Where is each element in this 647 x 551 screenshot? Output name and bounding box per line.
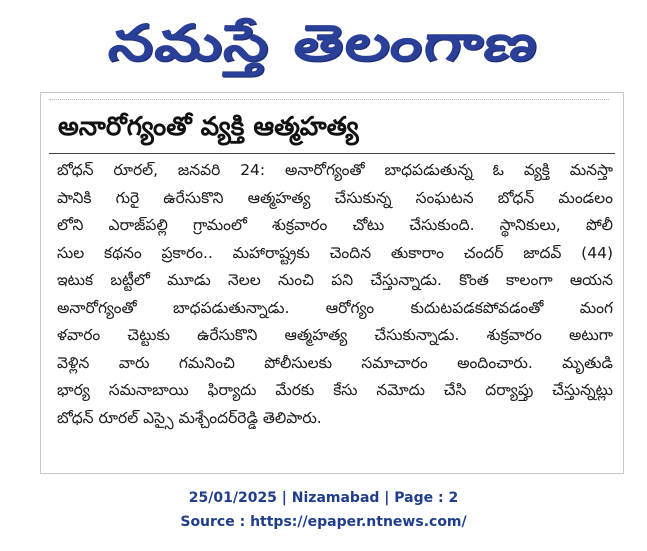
masthead-logo-text: నమస్తే తెలంగాణ [104, 14, 543, 72]
source-info: Source : https://epaper.ntnews.com/ [180, 514, 467, 530]
clipping-footer [0, 486, 647, 534]
article-line-last: బోధన్ రూరల్ ఎస్సై మశ్చేందర్‌రెడ్డి తెలిపారు. [57, 408, 322, 427]
article-line: పానికి గురై ఉరేసుకొని ఆత్మహత్య చేసుకున్న సంఘటన బోధన్ మండలం [57, 188, 613, 207]
headline-divider [49, 153, 615, 154]
edition-info: 25/01/2025 | Nizamabad | Page : 2 [188, 490, 459, 506]
article-body [57, 157, 613, 467]
article-line: వెళ్లిన వారు గమనించి పోలీసులకు సమాచారం అందించారు. మృతుడి [57, 353, 613, 372]
top-dotted-rule [49, 99, 609, 101]
article-line: అనారోగ్యంతో బాధపడుతున్నాడు. ఆరోగ్యం కుదుటపడకపోవడంతో మంగ [57, 298, 613, 317]
news-clipping [40, 92, 624, 474]
article-line: సుల కథనం ప్రకారం.. మహారాష్ట్రకు చెందిన తుకారాం చందర్ జాదవ్ (44) [57, 243, 613, 262]
article-line: భార్య సమనాబాయి ఫిర్యాదు మేరకు కేసు నమోదు చేసి దర్యాప్తు చేస్తున్నట్లు [57, 381, 613, 399]
article-line: లోని ఎరాజ్‌పల్లి గ్రామంలో శుక్రవారం చోటు చేసుకుంది. స్థానికులు, పోలీ [57, 216, 613, 234]
article-headline: అనారోగ్యంతో వ్యక్తి ఆత్మహత్య [58, 112, 359, 142]
article-line: ఇటుక బట్టీలో మూడు నెలల నుంచి పని చేస్తున్నాడు. కొంత కాలంగా ఆయన [57, 271, 613, 289]
article-line: బోధన్ రూరల్, జనవరి 24: అనారోగ్యంతో బాధపడుతున్న ఓ వ్యక్తి మనస్తా [57, 161, 613, 179]
newspaper-masthead [0, 6, 647, 80]
article-line: ళవారం చెట్టుకు ఉరేసుకొని ఆత్మహత్య చేసుకున్నాడు. శుక్రవారం అటుగా [57, 326, 613, 344]
